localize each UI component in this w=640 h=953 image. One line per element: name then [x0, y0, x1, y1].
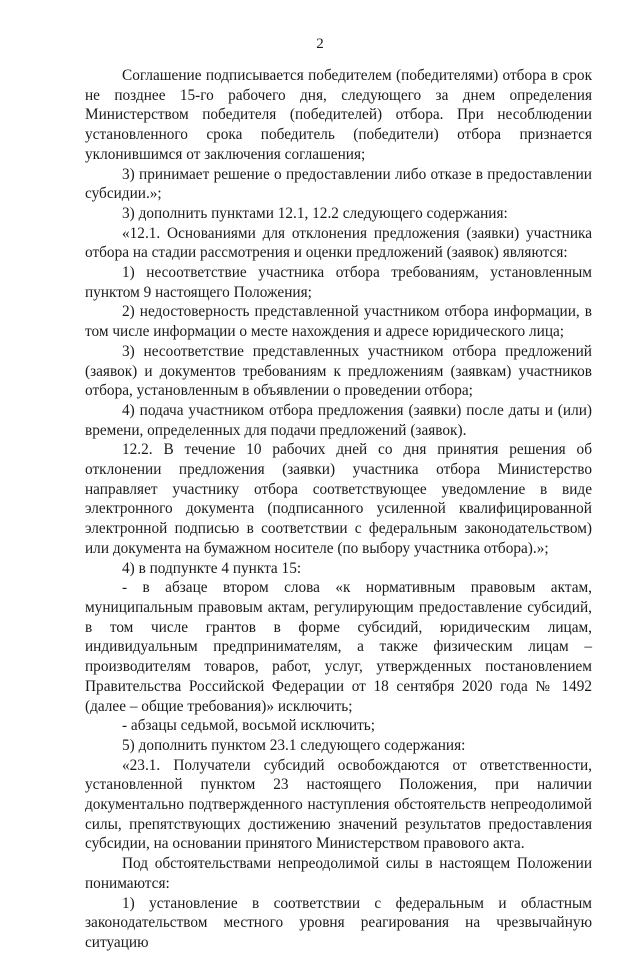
paragraph-point-12-1: «12.1. Основаниями для отклонения предложения (заявки) участника отбора на стадии рассмотрения и оценки предложений (заявок) являются:	[85, 224, 592, 262]
paragraph-force-majeure: Под обстоятельствами непреодолимой силы в настоящем Положении понимаются:	[85, 855, 592, 892]
paragraph-abzac-exclude: - абзацы седьмой, восьмой исключить;	[122, 717, 376, 735]
paragraph-subpoint-4: 4) в подпункте 4 пункта 15:	[122, 559, 302, 577]
paragraph-point-12-2: 12.2. В течение 10 рабочих дней со дня принятия решения об отклонении предложения (заявки) участника отбора Министерство направляет участнику отбора соответствующее уведомление в виде электронного документа (подписанного усиленной квалифицированной электронной подписью в соответствии с федеральным законодательством) или документа на бумажном носителе (по выбору участника отбора).»;	[85, 441, 592, 557]
paragraph-abzac-two: - в абзаце втором слова «к нормативным правовым актам, муниципальным правовым актам, регулирующим предоставление субсидий, в том числе грантов в форме субсидий, юридическим лицам, индивидуальным предпринимателям, а также физическим лицам – производителям товаров, работ, услуг, утвержденных постановлением Правительства Российской Федерации от 18 сентября 2020 года № 1492 (далее – общие требования)» исключить;	[85, 579, 592, 715]
page-number: 2	[316, 36, 324, 52]
paragraph-reason-4: 4) подача участником отбора предложения (заявки) после даты и (или) времени, определенных для подачи предложений (заявок).	[85, 401, 592, 439]
paragraph-force-majeure-1: 1) установление в соответствии с федеральным и областным законодательством местного уровня реагирования на чрезвычайную ситуацию	[85, 894, 592, 951]
paragraph-reason-3: 3) несоответствие представленных участником отбора предложений (заявок) и документов требованиям к предложениям (заявкам) участников отбора, установленным в объявлении о проведении отбора;	[85, 342, 592, 400]
paragraph-add-point-23-1: 5) дополнить пунктом 23.1 следующего содержания:	[122, 736, 466, 754]
paragraph-reason-2: 2) недостоверность представленной участником отбора информации, в том числе информации о месте нахождения и адресе юридического лица;	[85, 303, 592, 341]
paragraph-add-points-12: 3) дополнить пунктами 12.1, 12.2 следующего содержания:	[122, 204, 508, 222]
paragraph-agreement-signing: Соглашение подписывается победителем (победителями) отбора в срок не позднее 15-го рабочего дня, следующего за днем определения Министерством победителя (победителей) отбора. При несоблюдении установленного срока победитель (победители) отбора признается уклонившимся от заключения соглашения;	[85, 67, 592, 163]
paragraph-reason-1: 1) несоответствие участника отбора требованиям, установленным пунктом 9 настоящего Положения;	[85, 264, 592, 301]
document-body	[85, 66, 592, 953]
paragraph-decision-subsidy: 3) принимает решение о предоставлении либо отказе в предоставлении субсидии.»;	[85, 165, 592, 203]
paragraph-point-23-1: «23.1. Получатели субсидий освобождаются от ответственности, установленной пунктом 23 настоящего Положения, при наличии документально подтвержденного наступления обстоятельств непреодолимой силы, препятствующих достижению значений результатов предоставления субсидии, на основании принятого Министерством правового акта.	[85, 756, 592, 853]
